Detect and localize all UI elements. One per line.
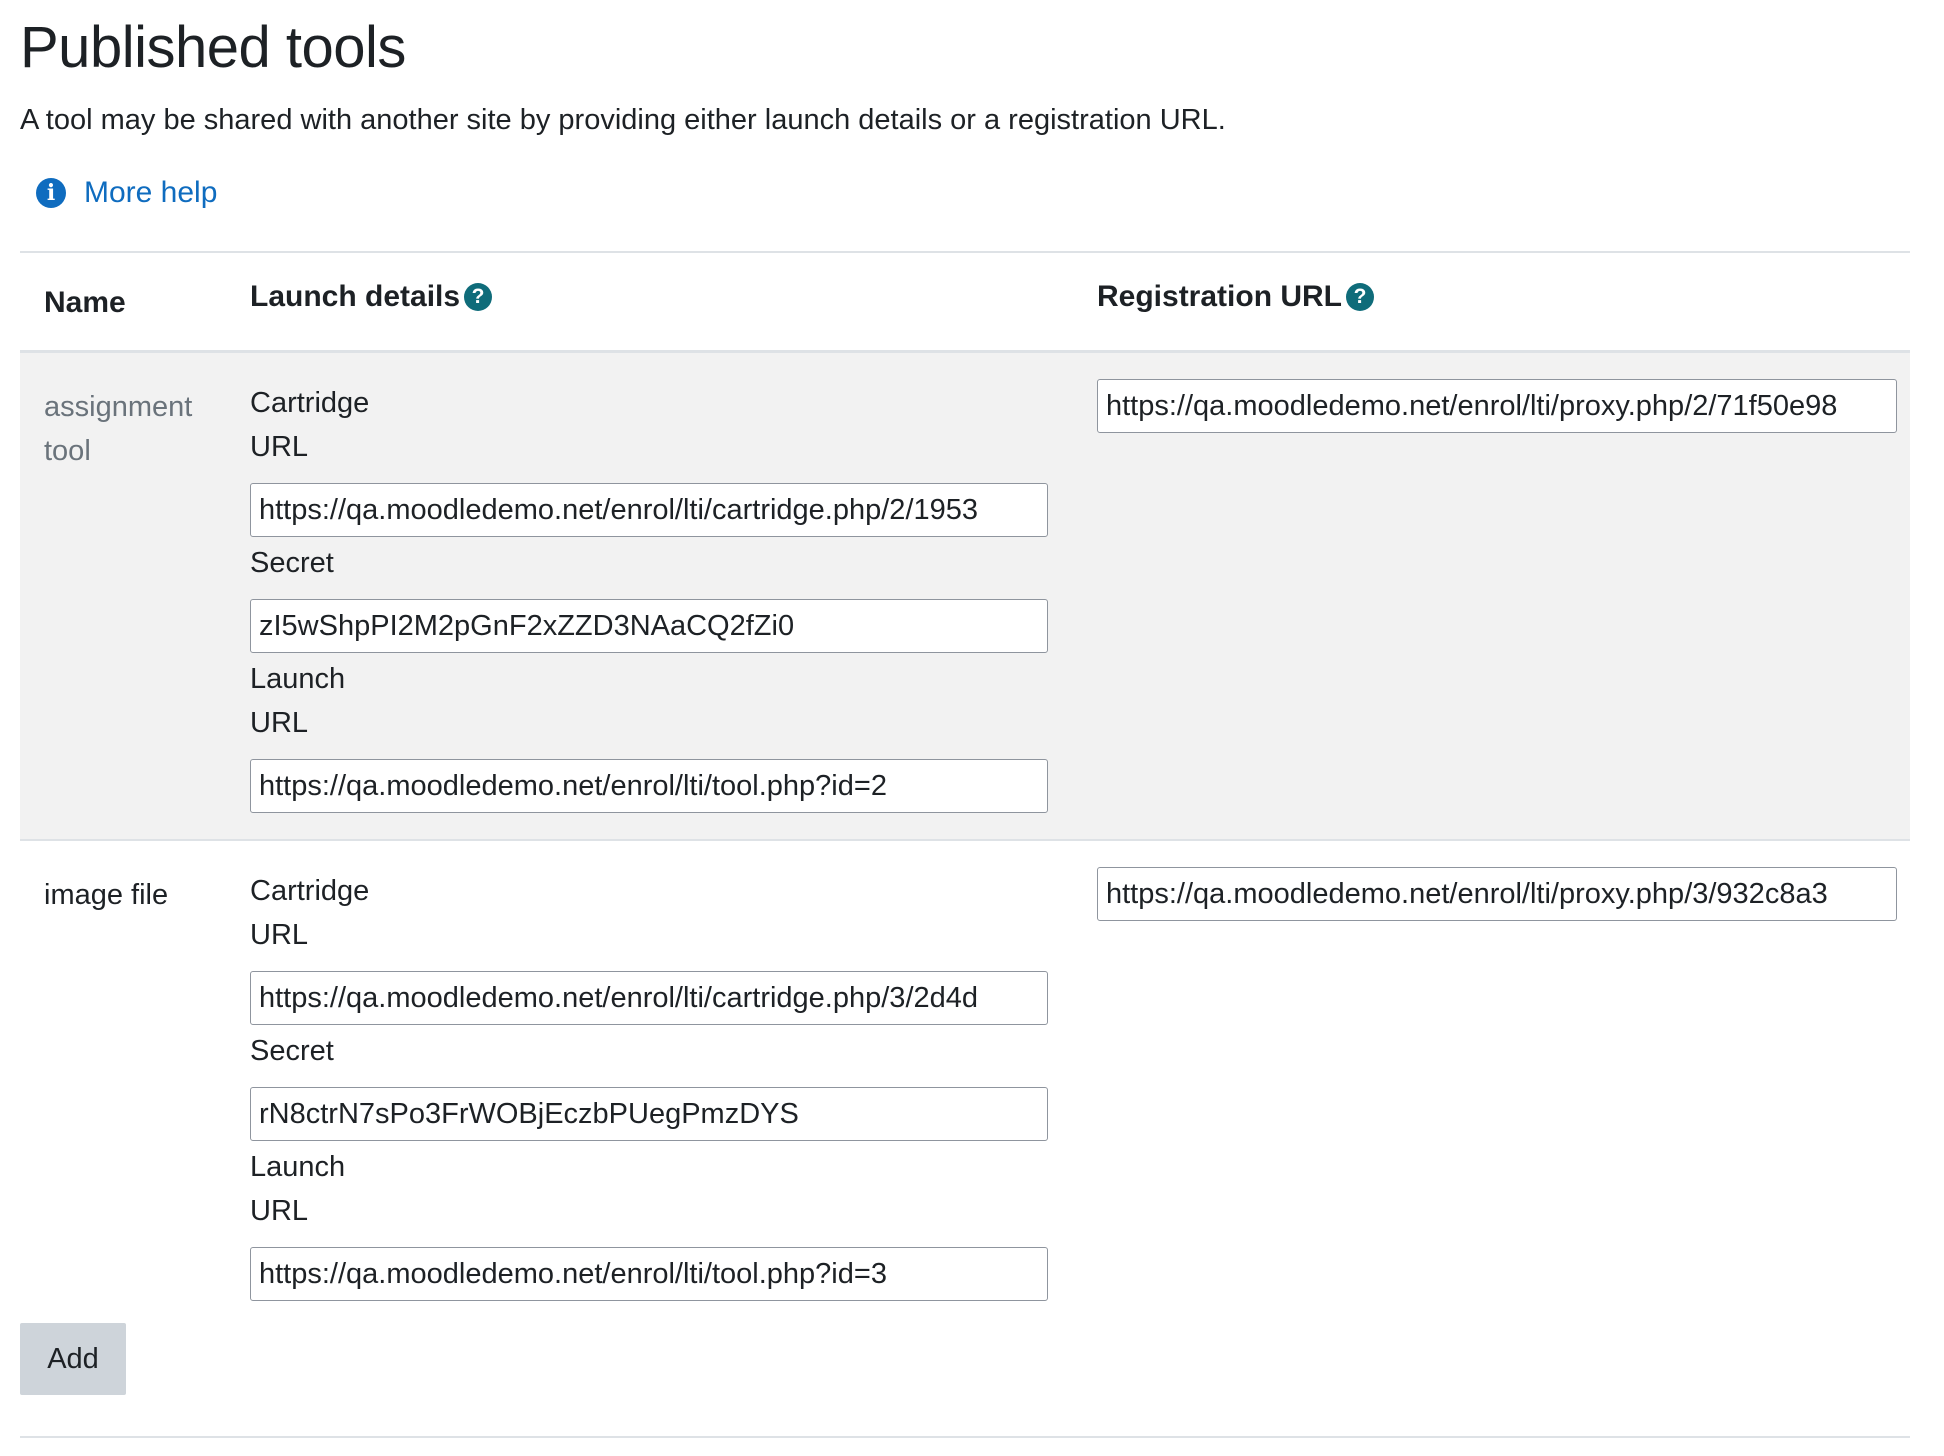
table-bottom-border	[20, 1436, 1910, 1438]
secret-label: Secret	[250, 547, 334, 579]
page-title: Published tools	[20, 15, 406, 80]
add-button[interactable]: Add	[20, 1323, 126, 1395]
tool-name: image file	[44, 879, 169, 911]
header-registration-url-label: Registration URL	[1097, 280, 1343, 313]
cartridge-url-label: Cartridge URL	[250, 387, 370, 463]
registration-url-field[interactable]	[1097, 867, 1897, 921]
info-circle-icon: i	[36, 178, 66, 208]
table-row	[20, 353, 1910, 839]
header-registration-url	[1097, 280, 1374, 314]
launch-url-label: Launch URL	[250, 1151, 346, 1227]
table-header	[20, 252, 1910, 352]
intro-text: A tool may be shared with another site by providing either launch details or a registration URL.	[20, 104, 1226, 136]
header-name-label: Name	[44, 286, 126, 319]
cartridge-url-field[interactable]	[250, 971, 1048, 1025]
table-row	[20, 841, 1910, 1311]
cartridge-url-field[interactable]	[250, 483, 1048, 537]
secret-field[interactable]	[250, 1087, 1048, 1141]
tool-name: assignment tool	[44, 391, 193, 467]
more-help-link[interactable]	[36, 176, 217, 210]
launch-url-field[interactable]	[250, 1247, 1048, 1301]
header-launch-details-label: Launch details	[250, 280, 461, 313]
launch-url-field[interactable]	[250, 759, 1048, 813]
registration-url-help-icon[interactable]: ?	[1346, 283, 1374, 311]
header-name	[44, 286, 126, 320]
launch-details-help-icon[interactable]: ?	[464, 283, 492, 311]
header-launch-details	[250, 280, 492, 314]
secret-label: Secret	[250, 1035, 334, 1067]
secret-field[interactable]	[250, 599, 1048, 653]
cartridge-url-label: Cartridge URL	[250, 875, 370, 951]
registration-url-field[interactable]	[1097, 379, 1897, 433]
more-help-label: More help	[84, 176, 218, 209]
launch-url-label: Launch URL	[250, 663, 346, 739]
